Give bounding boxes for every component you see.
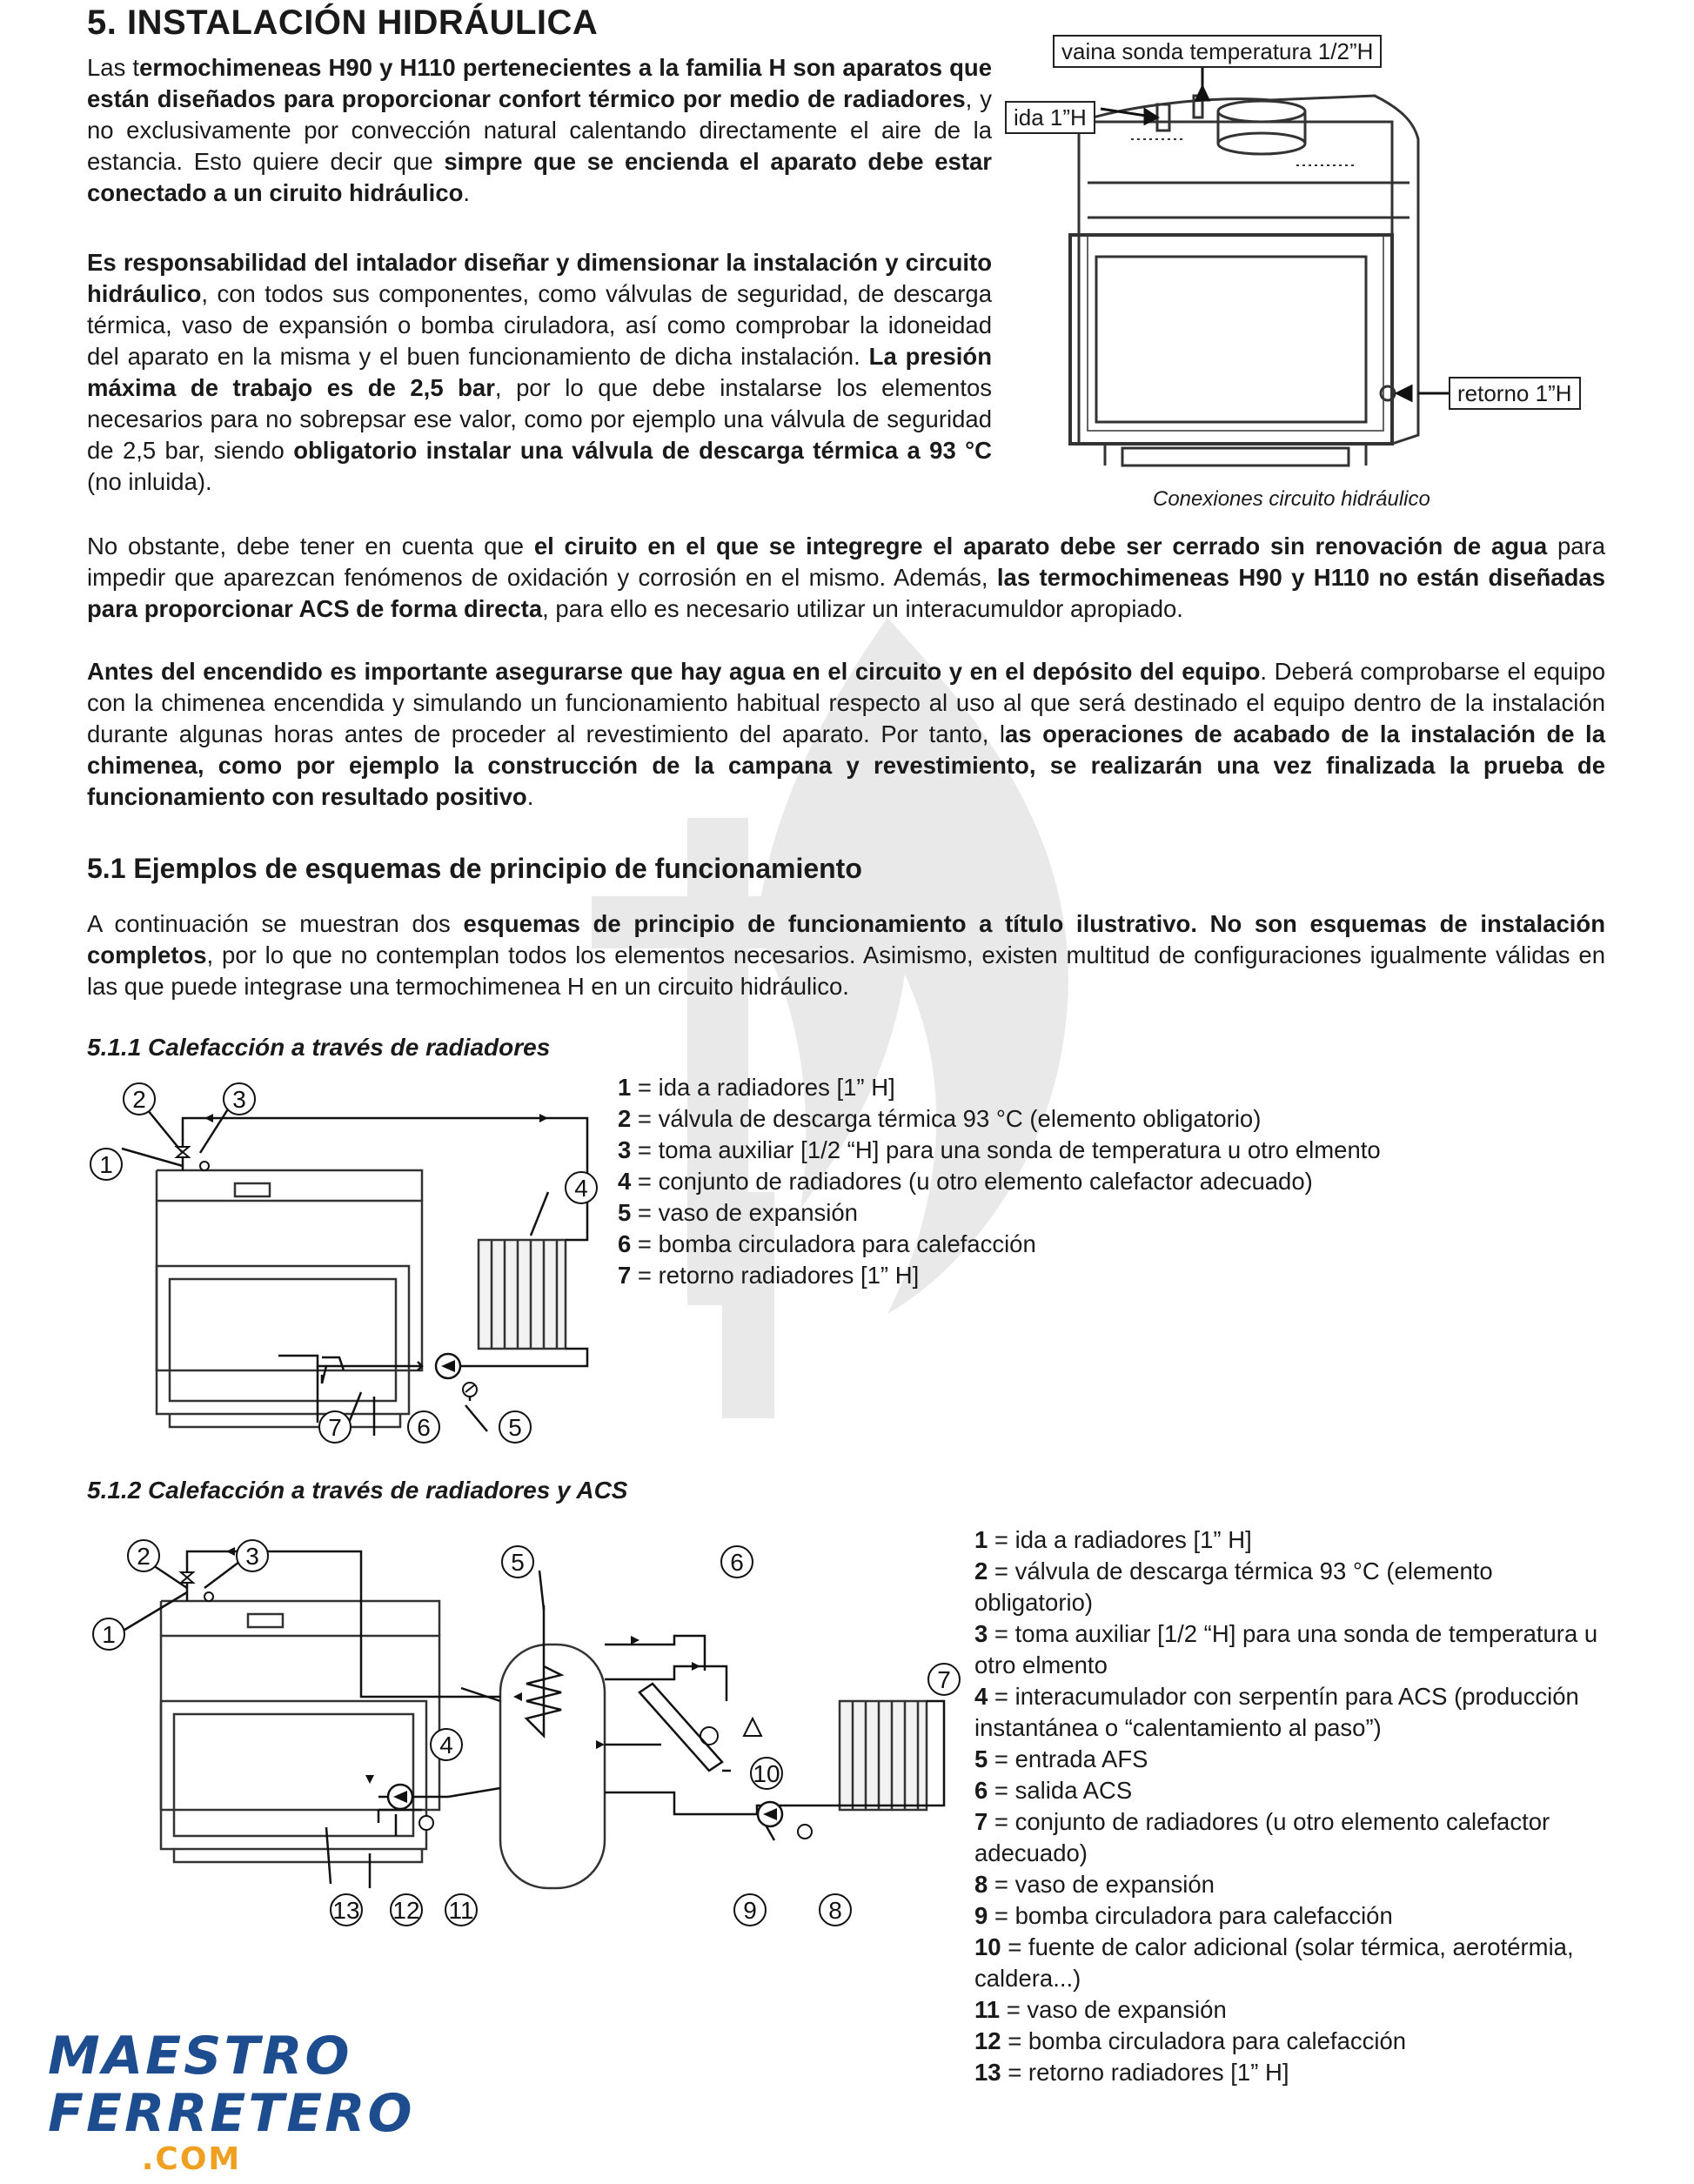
text-run: , con todos sus componentes, como válvulas de seguridad, de descarga térmica, vaso de expansión o bomba ciruladora, así como comprobar la idoneidad del aparato en la misma y el buen funcionamiento de dicha instalación.	[87, 280, 992, 370]
fireplace-body	[1079, 122, 1392, 444]
diagram-radiadores-acs	[83, 1527, 970, 1953]
legend-item: 2 = válvula de descarga térmica 93 °C (elemento obligatorio)	[974, 1558, 1493, 1616]
svg-text:1: 1	[102, 1621, 116, 1648]
svg-text:2: 2	[132, 1086, 146, 1113]
legend-item: 4 = interacumulador con serpentín para ACS (producción instantánea o “calentamiento al paso”)	[974, 1683, 1579, 1741]
logo-line-3: .COM	[141, 2141, 242, 2177]
svg-text:9: 9	[743, 1897, 757, 1924]
svg-text:10: 10	[753, 1760, 780, 1787]
svg-text:13: 13	[332, 1897, 360, 1924]
svg-text:3: 3	[245, 1543, 259, 1570]
text-run: A continuación se muestran dos	[87, 910, 464, 937]
text-run: , por lo que no contemplan todos los elementos necesarios. Asimismo, existen multitud de configuraciones igualmente válidas en las que puede integrase una termochimenea H en un circuito hidráulico.	[87, 941, 1605, 1000]
text-run: las termochimeneas H90 y H110 no están diseñadas para proporcionar ACS de forma directa	[87, 564, 1605, 622]
section-5-1-title: 5.1 Ejemplos de esquemas de principio de funcionamiento	[87, 853, 862, 884]
text-run: , para ello es necesario utilizar un interacumuldor apropiado.	[542, 595, 1183, 622]
legend-items	[618, 1072, 1610, 1291]
text-run: as operaciones de acabado de la instalación de la chimenea, como por ejemplo la construcción de la campana y revestimiento, se realizarán una vez finalizada la prueba de funcionamiento con resultado positivo	[87, 720, 1605, 810]
legend-item: 5 = entrada AFS	[974, 1745, 1148, 1772]
storage-tank	[500, 1645, 605, 1888]
legend-item: 9 = bomba circuladora para calefacción	[974, 1902, 1393, 1929]
text-run: esquemas de principio de funcionamiento a título ilustrativo. No son esquemas de instalación completos	[87, 910, 1605, 968]
svg-text:8: 8	[828, 1897, 842, 1924]
section-5-1-paragraph	[87, 908, 1605, 1002]
legend-item: 11 = vaso de expansión	[974, 1996, 1227, 2023]
section-5-1-2-title: 5.1.2 Calefacción a través de radiadores y ACS	[87, 1477, 628, 1504]
legend-item: 7 = conjunto de radiadores (u otro elemento calefactor adecuado)	[974, 1808, 1550, 1866]
legend-item: 10 = fuente de calor adicional (solar térmica, aerotérmia, caldera...)	[974, 1933, 1574, 1992]
section-5-1-1-title: 5.1.1 Calefacción a través de radiadores	[87, 1034, 551, 1061]
svg-text:1: 1	[99, 1151, 113, 1178]
page-title: 5. INSTALACIÓN HIDRÁULICA	[87, 3, 599, 42]
legend-5-1-1	[618, 1072, 1610, 1291]
fireplace-door	[1070, 235, 1392, 444]
legend-item: 5 = vaso de expansión	[618, 1199, 858, 1226]
text-run: Antes del encendido es importante asegurarse que hay agua en el circuito y en el depósito del equipo	[87, 658, 1261, 685]
legend-item: 6 = salida ACS	[974, 1777, 1133, 1804]
diagram-radiadores	[83, 1070, 613, 1453]
legend-item: 7 = retorno radiadores [1” H]	[618, 1262, 920, 1289]
legend-5-1-2	[974, 1524, 1610, 2088]
intro-paragraph-2	[87, 247, 992, 498]
text-run: ermochimeneas H90 y H110 pertenecientes a la familia H son aparatos que están diseñados para proporcionar confort térmico por medio de radiadores	[87, 54, 992, 112]
svg-text:6: 6	[417, 1414, 431, 1441]
flue-collar	[1218, 101, 1305, 122]
svg-text:5: 5	[511, 1549, 525, 1576]
fireplace-outline	[157, 1201, 422, 1370]
logo-line-1: MAESTRO	[48, 2026, 352, 2087]
svg-text:6: 6	[730, 1549, 744, 1576]
legend-item: 1 = ida a radiadores [1” H]	[618, 1074, 895, 1101]
text-run: .	[463, 179, 471, 206]
legend-item: 13 = retorno radiadores [1” H]	[974, 2059, 1289, 2086]
legend-items	[974, 1524, 1610, 2088]
logo-line-2: FERRETERO	[48, 2083, 415, 2144]
svg-text:2: 2	[137, 1543, 151, 1570]
text-run: Las t	[87, 54, 140, 81]
callout-ida: ida 1”H	[1005, 101, 1095, 134]
legend-item: 8 = vaso de expansión	[974, 1871, 1215, 1898]
text-run: . Deberá comprobarse el equipo con la chimenea encendida y simulando un funcionamiento habitual respecto al uso al que será destinado el equipo dentro de la instalación durante algunas horas antes de proceder al revestimiento del aparato. Por tanto, l	[87, 658, 1606, 747]
legend-item: 3 = toma auxiliar [1/2 “H] para una sonda de temperatura u otro elmento	[974, 1620, 1598, 1678]
legend-item: 12 = bomba circuladora para calefacción	[974, 2027, 1407, 2054]
callout-vaina-sonda: vaina sonda temperatura 1/2”H	[1053, 35, 1382, 68]
svg-text:3: 3	[232, 1086, 246, 1113]
text-run: .	[526, 783, 534, 810]
legend-item: 3 = toma auxiliar [1/2 “H] para una sonda de temperatura u otro elmento	[618, 1136, 1381, 1163]
svg-text:5: 5	[508, 1414, 522, 1441]
legend-item: 6 = bomba circuladora para calefacción	[618, 1230, 1036, 1257]
text-run: , y no exclusivamente por convección natural calentando directamente el aire de la estancia. Esto quiere decir que	[87, 85, 992, 175]
text-run: el ciruito en el que se integregre el aparato debe ser cerrado sin renovación de agua	[533, 533, 1548, 559]
text-run: Es responsabilidad del intalador diseñar y dimensionar la instalación y circuito hidráulico	[87, 249, 992, 307]
legend-item: 2 = válvula de descarga térmica 93 °C (elemento obligatorio)	[618, 1105, 1262, 1132]
svg-text:7: 7	[328, 1414, 342, 1441]
text-run: simpre que se encienda el aparato debe estar conectado a un ciruito hidráulico	[87, 148, 992, 206]
legend-item: 1 = ida a radiadores [1” H]	[974, 1526, 1252, 1553]
text-run: (no inluida).	[87, 468, 212, 495]
paragraph-4	[87, 656, 1605, 813]
intro-paragraph-1	[87, 52, 992, 209]
text-run: obligatorio instalar una válvula de descarga térmica a 93 °C	[293, 437, 992, 464]
maestro-ferretero-logo	[48, 2026, 415, 2177]
text-run: La presión máxima de trabajo es de 2,5 bar	[87, 343, 992, 401]
paragraph-3	[87, 531, 1605, 625]
text-run: para impedir que aparezcan fenómenos de oxidación y corrosión en el mismo. Además,	[87, 533, 1605, 591]
callout-retorno: retorno 1”H	[1449, 377, 1581, 410]
svg-text:7: 7	[937, 1666, 951, 1693]
text-run: No obstante, debe tener en cuenta que	[87, 533, 534, 559]
svg-text:11: 11	[448, 1897, 474, 1924]
svg-text:12: 12	[392, 1897, 420, 1924]
legend-item: 4 = conjunto de radiadores (u otro elemento calefactor adecuado)	[618, 1168, 1313, 1195]
svg-text:4: 4	[439, 1732, 453, 1759]
svg-text:4: 4	[574, 1175, 588, 1202]
text-run: , por lo que debe instalarse los elementos necesarios para no sobrepsar ese valor, como por ejemplo una válvula de seguridad de 2,5 bar, siendo	[87, 374, 993, 464]
figure-caption: Conexiones circuito hidráulico	[1153, 487, 1430, 511]
